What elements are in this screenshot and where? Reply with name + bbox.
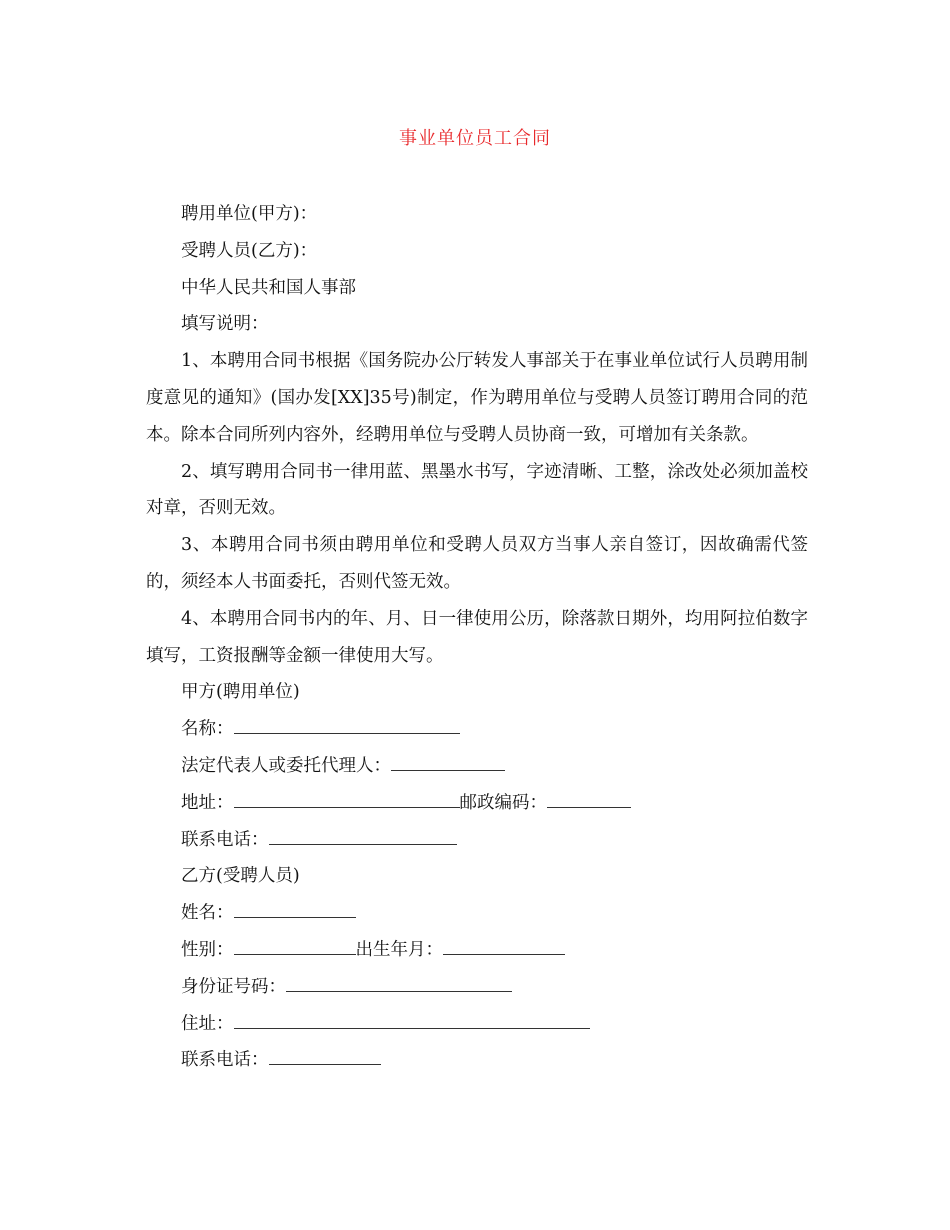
party-a-heading: 甲方(聘用单位) [181, 682, 300, 703]
party-b-name-row [146, 895, 808, 932]
party-a-name-row [146, 711, 808, 748]
document-title: 事业单位员工合同 [399, 128, 551, 149]
employee-line: 受聘人员(乙方)： [181, 240, 318, 261]
party-a-representative-row [146, 748, 808, 785]
party-b-id-label: 身份证号码： [181, 976, 286, 997]
party-b-id-row [146, 969, 808, 1006]
party-b-phone-label: 联系电话： [181, 1050, 269, 1071]
party-a-phone-label: 联系电话： [181, 829, 269, 850]
party-b-address-label: 住址： [181, 1013, 234, 1034]
party-a-phone-row [146, 822, 808, 859]
party-b-gender-blank[interactable] [234, 936, 356, 955]
party-b-id-blank[interactable] [286, 973, 512, 992]
party-a-representative-label: 法定代表人或委托代理人： [181, 755, 391, 776]
party-a-address-label: 地址： [181, 792, 234, 813]
party-b-name-label: 姓名： [181, 903, 234, 924]
party-a-postcode-blank[interactable] [547, 789, 631, 808]
party-b-phone-row [146, 1042, 808, 1079]
instructions-heading: 填写说明： [181, 314, 269, 335]
instruction-item-3: 3、本聘用合同书须由聘用单位和受聘人员双方当事人亲自签订，因故确需代签的，须经本人书面委托，否则代签无效。 [146, 535, 808, 592]
party-b-birth-blank[interactable] [443, 936, 565, 955]
party-b-address-blank[interactable] [234, 1010, 590, 1029]
party-b-gender-row [146, 932, 808, 969]
party-b-gender-label: 性别： [181, 939, 234, 960]
employer-line: 聘用单位(甲方)： [181, 204, 318, 224]
party-b-phone-blank[interactable] [269, 1046, 381, 1065]
party-a-address-blank[interactable] [234, 789, 460, 808]
instruction-item-4: 4、本聘用合同书内的年、月、日一律使用公历，除落款日期外，均用阿拉伯数字填写，工资报酬等金额一律使用大写。 [146, 608, 808, 666]
instruction-item-1: 1、本聘用合同书根据《国务院办公厅转发人事部关于在事业单位试行人员聘用制度意见的通知》(国办发[XX]35号)制定，作为聘用单位与受聘人员签订聘用合同的范本。除本合同所列内容外，经聘用单位与受聘人员协商一致，可增加有关条款。 [146, 351, 808, 445]
party-b-address-row [146, 1006, 808, 1043]
party-b-name-blank[interactable] [234, 899, 356, 918]
party-b-birth-label: 出生年月： [355, 939, 443, 960]
party-a-name-label: 名称： [181, 719, 234, 740]
document-body [146, 196, 808, 1079]
party-b-heading: 乙方(受聘人员) [181, 866, 300, 887]
party-a-representative-blank[interactable] [391, 752, 505, 771]
party-a-postcode-label: 邮政编码： [459, 792, 547, 813]
ministry-line: 中华人民共和国人事部 [181, 277, 356, 298]
party-a-name-blank[interactable] [234, 715, 460, 734]
party-a-phone-blank[interactable] [269, 826, 457, 845]
party-a-address-row [146, 785, 808, 822]
instruction-item-2: 2、填写聘用合同书一律用蓝、黑墨水书写，字迹清晰、工整，涂改处必须加盖校对章，否则无效。 [146, 461, 808, 519]
